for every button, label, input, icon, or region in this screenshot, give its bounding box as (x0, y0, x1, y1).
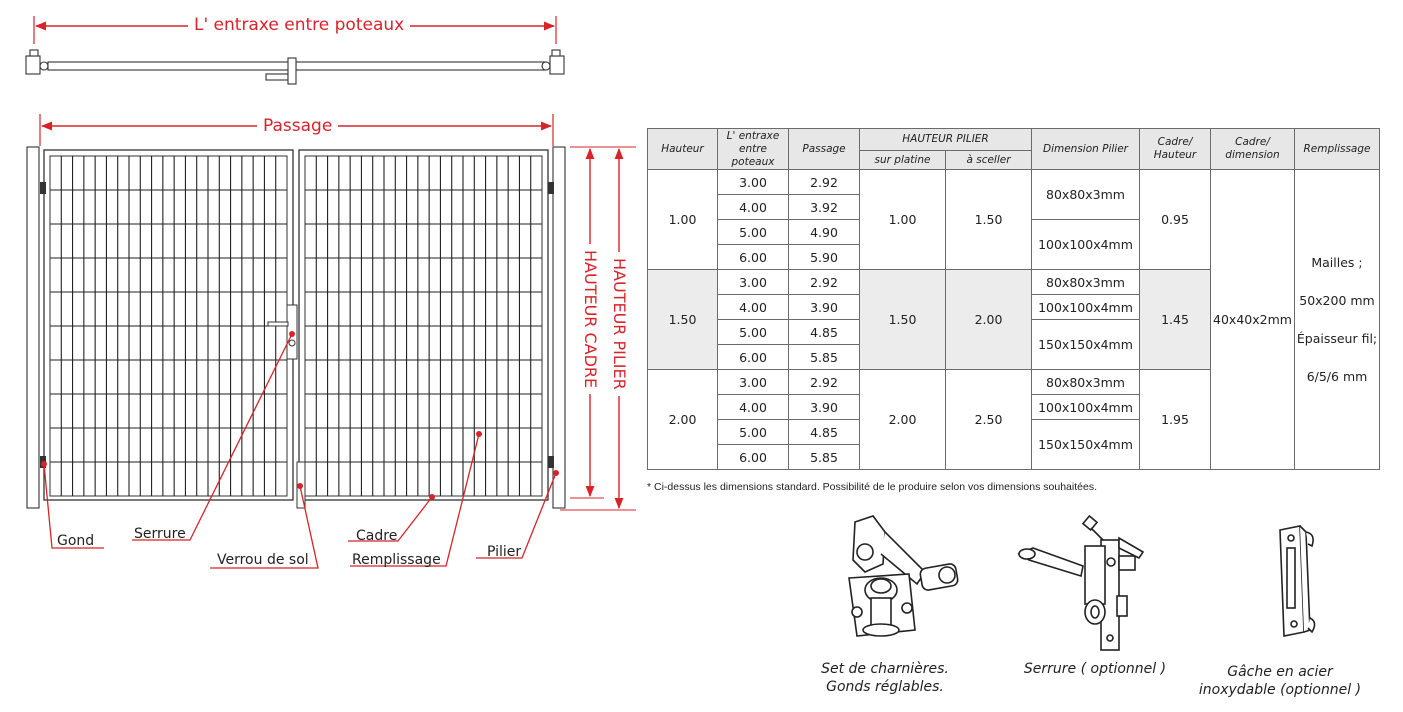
pilier-cell: 80x80x3mm (1032, 170, 1140, 220)
pilier-cell: 100x100x4mm (1032, 220, 1140, 270)
hauteur-cell: 1.50 (648, 270, 718, 370)
hinge-caption (805, 660, 965, 696)
remplissage-line: 6/5/6 mm (1306, 368, 1368, 384)
passage-cell: 4.85 (789, 420, 860, 445)
th-hauteur: Hauteur (648, 129, 718, 170)
hinge-set-illustration (835, 512, 965, 652)
entraxe-cell: 4.00 (718, 395, 789, 420)
remplissage-line: 50x200 mm (1299, 292, 1375, 308)
verrou-callout: Verrou de sol (217, 552, 309, 568)
spec-table (647, 128, 1380, 470)
passage-cell: 5.85 (789, 445, 860, 470)
pilier-cell: 150x150x4mm (1032, 320, 1140, 370)
pilier-cell: 150x150x4mm (1032, 420, 1140, 470)
sur-platine-cell: 2.00 (860, 370, 946, 470)
strike-caption (1185, 663, 1375, 699)
a-sceller-cell: 2.00 (946, 270, 1032, 370)
passage-label: Passage (257, 116, 338, 136)
entraxe-cell: 3.00 (718, 370, 789, 395)
passage-cell: 3.90 (789, 395, 860, 420)
th-cadre-hauteur: Cadre/ Hauteur (1140, 129, 1211, 170)
entraxe-label: L' entraxe entre poteaux (188, 15, 410, 35)
passage-cell: 4.85 (789, 320, 860, 345)
sur-platine-cell: 1.00 (860, 170, 946, 270)
lock-illustration (1015, 512, 1155, 652)
entraxe-cell: 5.00 (718, 220, 789, 245)
standard-dimensions-note: * Ci-dessus les dimensions standard. Possibilité de le produire selon vos dimensions souhaitées. (647, 481, 1097, 493)
entraxe-cell: 6.00 (718, 245, 789, 270)
hinge-caption-line: Set de charnières. (821, 661, 949, 677)
hinge-caption-line: Gonds réglables. (826, 679, 944, 695)
entraxe-cell: 3.00 (718, 270, 789, 295)
passage-cell: 3.92 (789, 195, 860, 220)
gate-drawing (0, 0, 640, 580)
serrure-callout: Serrure (134, 526, 186, 542)
entraxe-cell: 5.00 (718, 420, 789, 445)
entraxe-cell: 6.00 (718, 345, 789, 370)
th-entraxe: L' entraxe entre poteaux (718, 129, 789, 170)
entraxe-cell: 4.00 (718, 195, 789, 220)
gond-callout: Gond (57, 533, 95, 549)
th-dimension-pilier: Dimension Pilier (1032, 129, 1140, 170)
entraxe-cell: 6.00 (718, 445, 789, 470)
cadre-hauteur-cell: 0.95 (1140, 170, 1211, 270)
entraxe-cell: 4.00 (718, 295, 789, 320)
passage-cell: 5.85 (789, 345, 860, 370)
th-hauteur-pilier: HAUTEUR PILIER (860, 129, 1032, 151)
a-sceller-cell: 2.50 (946, 370, 1032, 470)
strike-plate-illustration (1270, 522, 1320, 642)
passage-cell: 2.92 (789, 370, 860, 395)
pilier-cell: 80x80x3mm (1032, 370, 1140, 395)
cadre-hauteur-cell: 1.95 (1140, 370, 1211, 470)
lock-caption (1005, 660, 1185, 678)
entraxe-cell: 5.00 (718, 320, 789, 345)
pilier-cell: 100x100x4mm (1032, 395, 1140, 420)
strike-caption-line: Gâche en acier (1227, 664, 1333, 680)
passage-cell: 3.90 (789, 295, 860, 320)
remplissage-callout: Remplissage (352, 552, 441, 568)
remplissage-line: Mailles ; (1311, 254, 1363, 270)
passage-cell: 5.90 (789, 245, 860, 270)
sur-platine-cell: 1.50 (860, 270, 946, 370)
left-post (27, 147, 39, 508)
entraxe-cell: 3.00 (718, 170, 789, 195)
pilier-cell: 80x80x3mm (1032, 270, 1140, 295)
lock-caption-line: Serrure ( optionnel ) (1023, 661, 1167, 677)
right-post (553, 147, 565, 508)
remplissage-line: Épaisseur fil; (1296, 330, 1378, 346)
passage-cell: 4.90 (789, 220, 860, 245)
cadre-dimension-cell: 40x40x2mm (1211, 170, 1295, 470)
cadre-hauteur-cell: 1.45 (1140, 270, 1211, 370)
pilier-callout: Pilier (487, 544, 522, 560)
passage-cell: 2.92 (789, 270, 860, 295)
th-a-sceller: à sceller (946, 151, 1032, 170)
a-sceller-cell: 1.50 (946, 170, 1032, 270)
passage-cell: 2.92 (789, 170, 860, 195)
pilier-cell: 100x100x4mm (1032, 295, 1140, 320)
hauteur-cell: 1.00 (648, 170, 718, 270)
strike-caption-line: inoxydable (optionnel ) (1198, 682, 1362, 698)
th-passage: Passage (789, 129, 860, 170)
callout-leaders (44, 334, 556, 568)
gate-top-view (26, 50, 564, 84)
cadre-callout: Cadre (356, 528, 398, 544)
th-cadre-dimension: Cadre/ dimension (1211, 129, 1295, 170)
remplissage-cell (1295, 170, 1380, 470)
th-sur-platine: sur platine (860, 151, 946, 170)
hauteur-cell: 2.00 (648, 370, 718, 470)
hauteur-cadre-label: HAUTEUR CADRE (581, 244, 599, 394)
hauteur-pilier-label: HAUTEUR PILIER (610, 252, 628, 396)
th-remplissage: Remplissage (1295, 129, 1380, 170)
